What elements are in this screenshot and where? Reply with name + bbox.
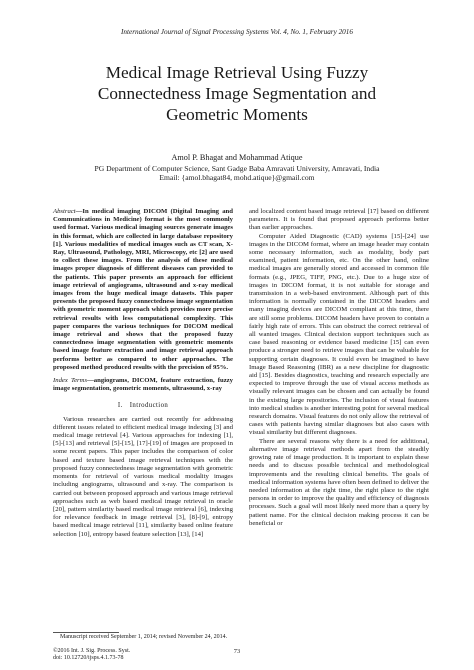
index-terms	[53, 377, 233, 393]
body-paragraph: There are several reasons why there is a need for additional, alternative image retrieval methods apart from the steadily growing rate of image production. It is important to explain these needs and to discuss possible technical and methodological improvements and the resulting clinical benefits. The goals of medical information systems have often been defined to deliver the needed information at the right time, the right place to the right persons in order to improve the quality and efficiency of diagnosis processes. Such a goal will most likely need more than a query by patient name. For the clinical decision making process it can be beneficial or	[249, 437, 429, 527]
right-column	[249, 208, 429, 528]
footer-doi: doi: 10.12720/ijsps.4.1.73-78	[53, 655, 124, 662]
introduction-paragraph: Various researches are carried out recently for addressing different issues related to efficient medical image indexing [3] and medical image retrieval [4]. Various approaches for indexing [1], [5]-[13] and retrieval [5]-[15], [17]-[19] of images are proposed in some recent papers. This paper includes the comparison of color based and texture based image retrieval techniques with the proposed fuzzy connectedness image segmentation with geometric moments for retrieval of various medical modality images including angiograms, ultrasound and x-ray. The comparison is carried out between proposed approach and various image retrieval approaches such as web based medical image retrieval in oracle [20], pattern similarity based medical image retrieval [6], indexing for relevance feedback in image retrieval [3], [8]-[9], entropy based medical image retrieval [11], similarity based online feature selection [10], entropy based feature selection [13], [14]	[53, 415, 233, 538]
abstract-label: Abstract	[53, 208, 76, 215]
body-paragraph: Computer Aided Diagnostic (CAD) systems [15]-[24] use images in the DICOM format, where an image header may contain some necessary information, such as modality, body part examined, patient information, etc. On the other hand, online medical images are generally stored and accessed in common file formats (e.g., JPEG, TIFF, PNG, etc.). Due to a huge size of images in DICOM format, it is not suitable for storage and transmission in a web-based environment. Although part of this information is normally contained in the DICOM headers and many imaging devices are DICOM compliant at this time, there are still some problems. DICOM headers have proven to contain a fairly high rate of errors. This can obstruct the correct retrieval of all wanted images. Clinical decision support techniques such as case based reasoning or evidence based medicine [15] can even produce a stronger need to retrieve images that can be valuable for supporting certain diagnoses. It could even be imagined to have Image Based Reasoning (IBR) as a new discipline for diagnostic aid [15]. Besides diagnostics, teaching and research especially are expected to improve through the use of visual access methods as visually relevant images can be chosen and can actually be found in the existing large repositories. The inclusion of visual features into medical studies is another interesting point for several medical research domains. Visual features do not only allow the retrieval of cases with patients having similar diagnoses but also cases with visual similarity but different diagnoses.	[249, 232, 429, 437]
body-paragraph: and localized content based image retrieval [17] based on different parameters. It is found that proposed approach performs better than earlier approaches.	[249, 208, 429, 232]
abstract-text: —In medical imaging DICOM (Digital Imaging and Communications in Medicine) format is the most commonly used format. Various medical imaging sources generate images in this format, which are collected in large database repository [1]. Various modalities of medical images such as CT scan, X- Ray, Ultrasound, Pathology, MRI, Microscopy, etc [2] are used to collect these images. From the analysis of these medical images proper diagnosis of different diseases can provided to the patients. This paper presents an approach for efficient image retrieval of angiograms, ultrasound and x-ray medical images from the huge medical image datasets. This paper presents the proposed fuzzy connectedness image segmentation with geometric moment approach which provides more precise retrieval results with less computational complexity. This paper compares the various techniques for DICOM medical image retrieval and shows that the proposed fuzzy connectedness image segmentation with geometric moments based image feature extraction and image retrieval approach performs better as compared to other approaches. The proposed method produced results with the precision of 95%.	[53, 208, 233, 371]
author-affiliation: PG Department of Computer Science, Sant Gadge Baba Amravati University, Amravati, India	[94, 163, 380, 173]
footnote-rule	[53, 632, 119, 633]
title-line-2: Connectedness Image Segmentation and	[97, 84, 377, 103]
running-head: International Journal of Signal Processing Systems Vol. 4, No. 1, February 2016	[121, 28, 353, 36]
author-block	[40, 153, 434, 183]
index-terms-text: —angiograms, DICOM, feature extraction, fuzzy image segmentation, geometric moments, ultrasound, x-ray	[53, 377, 233, 393]
author-names: Amol P. Bhagat and Mohammad Atique	[171, 153, 303, 162]
footer-copyright: ©2016 Int. J. Sig. Process. Syst.	[53, 648, 131, 654]
page-number: 73	[233, 648, 241, 655]
author-email: Email: {amol.bhagat84, mohd.atique}@gmail.com	[159, 173, 315, 183]
paper-title	[50, 62, 424, 125]
left-column	[53, 208, 233, 539]
section-heading-introduction: I. Introduction	[117, 402, 169, 410]
abstract	[53, 208, 233, 372]
manuscript-footnote: Manuscript received September 1, 2014; revised November 24, 2014.	[60, 634, 228, 640]
title-line-3: Geometric Moments	[166, 105, 308, 124]
index-terms-label: Index Terms	[53, 377, 88, 385]
title-line-1: Medical Image Retrieval Using Fuzzy	[105, 63, 369, 82]
